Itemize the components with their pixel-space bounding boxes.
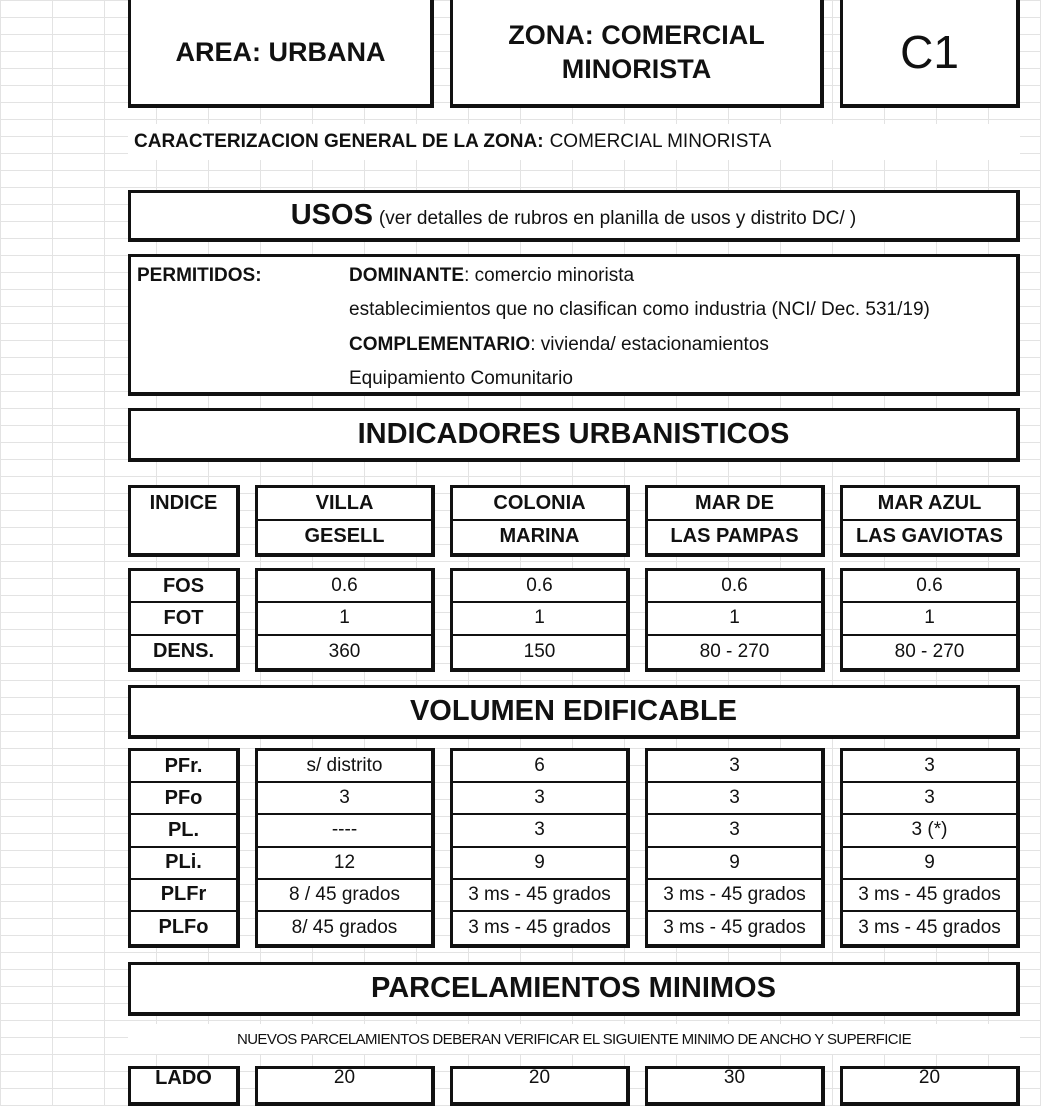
row-label-pl: PL.	[131, 815, 236, 847]
value-cell: 1	[258, 603, 431, 635]
value-cell: 3 ms - 45 grados	[843, 880, 1016, 912]
lado-colonia-marina	[450, 1066, 630, 1106]
value-cell: 8 / 45 grados	[258, 880, 431, 912]
value-cell: 0.6	[648, 571, 821, 603]
zona-box	[450, 0, 824, 108]
zona-line-1: ZONA: COMERCIAL	[508, 19, 765, 50]
value-cell: 3	[648, 751, 821, 783]
row-label-fot: FOT	[131, 603, 236, 635]
value-cell: 12	[258, 848, 431, 880]
column-header-mar-de-las-pampas	[645, 485, 825, 557]
column-header-line-1: MAR AZUL	[843, 488, 1016, 521]
row-label-plfr: PLFr	[131, 880, 236, 912]
lado-label-box	[128, 1066, 240, 1106]
value-cell: 0.6	[258, 571, 431, 603]
value-cell: 0.6	[843, 571, 1016, 603]
value-cell: 1	[843, 603, 1016, 635]
usos-title-box	[128, 190, 1020, 242]
value-cell: 3 ms - 45 grados	[663, 916, 806, 938]
value-cell: 3	[648, 815, 821, 847]
zone-code: C1	[900, 25, 959, 78]
indicadores-col-colonia-marina	[450, 568, 630, 672]
lado-villa-gesell	[255, 1066, 435, 1106]
zona-line-2: MINORISTA	[561, 53, 712, 84]
value-cell: ----	[258, 815, 431, 847]
value-cell: 3 ms - 45 grados	[648, 880, 821, 912]
value-cell: 3 ms - 45 grados	[858, 916, 1001, 938]
uso-line-2: establecimientos que no clasifican como industria (NCI/ Dec. 531/19)	[349, 299, 930, 320]
indicadores-col-villa-gesell	[255, 568, 435, 672]
indicadores-col-mar-de-las-pampas	[645, 568, 825, 672]
value-cell: 20	[333, 1067, 356, 1088]
column-header-line-2: MARINA	[499, 525, 580, 548]
dominante-line	[349, 265, 634, 287]
column-header-colonia-marina	[450, 485, 630, 557]
area-label: AREA: URBANA	[175, 36, 386, 67]
column-header-line-1: MAR DE	[648, 488, 821, 521]
permitidos-box	[128, 254, 1020, 396]
value-cell: 3 ms - 45 grados	[453, 880, 626, 912]
volumen-col-colonia-marina	[450, 748, 630, 948]
parcelamientos-title-box	[128, 962, 1020, 1016]
value-cell: 9	[648, 848, 821, 880]
complementario-value: : vivienda/ estacionamientos	[530, 334, 769, 355]
value-cell: 3	[843, 751, 1016, 783]
value-cell: 80 - 270	[699, 640, 770, 662]
lado-mar-azul-las-gaviotas	[840, 1066, 1020, 1106]
index-header: INDICE	[149, 492, 218, 514]
row-label-pfr: PFr.	[131, 751, 236, 783]
indicadores-title: INDICADORES URBANISTICOS	[357, 418, 790, 450]
value-cell: 8/ 45 grados	[291, 916, 398, 938]
usos-title: USOS	[290, 199, 373, 231]
volumen-row-labels	[128, 748, 240, 948]
value-cell: 3 (*)	[843, 815, 1016, 847]
complementario-label: COMPLEMENTARIO	[349, 334, 531, 355]
dominante-value: : comercio minorista	[464, 265, 635, 286]
volumen-title-box	[128, 685, 1020, 739]
value-cell: 30	[723, 1067, 746, 1088]
column-header-line-1: COLONIA	[453, 488, 626, 521]
value-cell: 150	[523, 640, 556, 662]
caracterizacion-row	[128, 124, 1020, 160]
value-cell: 6	[453, 751, 626, 783]
value-cell: 9	[453, 848, 626, 880]
value-cell: 1	[453, 603, 626, 635]
volumen-col-villa-gesell	[255, 748, 435, 948]
indicadores-col-mar-azul-las-gaviotas	[840, 568, 1020, 672]
complementario-line	[349, 334, 769, 356]
zone-code-box	[840, 0, 1020, 108]
value-cell: 20	[918, 1067, 941, 1088]
value-cell: 80 - 270	[894, 640, 965, 662]
value-cell: 3 ms - 45 grados	[468, 916, 611, 938]
permitidos-label: PERMITIDOS:	[137, 265, 262, 286]
value-cell: 3	[453, 783, 626, 815]
index-header-box	[128, 485, 240, 557]
value-cell: 3	[453, 815, 626, 847]
usos-note: (ver detalles de rubros en planilla de usos y distrito DC/ )	[378, 207, 857, 229]
caracterizacion-label: CARACTERIZACION GENERAL DE LA ZONA:	[134, 131, 544, 152]
value-cell: 0.6	[453, 571, 626, 603]
column-header-line-2: LAS GAVIOTAS	[855, 525, 1004, 548]
parcelamientos-note: NUEVOS PARCELAMIENTOS DEBERAN VERIFICAR EL SIGUIENTE MINIMO DE ANCHO Y SUPERFICIE	[128, 1024, 1020, 1054]
value-cell: 9	[843, 848, 1016, 880]
volumen-title: VOLUMEN EDIFICABLE	[409, 695, 738, 727]
volumen-col-mar-de-las-pampas	[645, 748, 825, 948]
row-label-dens: DENS.	[152, 640, 215, 663]
row-label-lado: LADO	[155, 1067, 212, 1089]
column-header-line-2: GESELL	[304, 525, 385, 548]
row-label-pfo: PFo	[131, 783, 236, 815]
value-cell: 3	[843, 783, 1016, 815]
value-cell: s/ distrito	[258, 751, 431, 783]
row-label-fos: FOS	[131, 571, 236, 603]
uso-line-4: Equipamiento Comunitario	[349, 368, 573, 389]
column-header-line-2: LAS PAMPAS	[670, 525, 799, 548]
column-header-villa-gesell	[255, 485, 435, 557]
column-header-mar-azul-las-gaviotas	[840, 485, 1020, 557]
column-header-line-1: VILLA	[258, 488, 431, 521]
value-cell: 20	[528, 1067, 551, 1088]
value-cell: 3	[258, 783, 431, 815]
indicadores-row-labels	[128, 568, 240, 672]
parcelamientos-title: PARCELAMIENTOS MINIMOS	[371, 972, 776, 1004]
value-cell: 360	[328, 640, 361, 662]
area-box	[128, 0, 434, 108]
indicadores-title-box	[128, 408, 1020, 462]
volumen-col-mar-azul-las-gaviotas	[840, 748, 1020, 948]
caracterizacion-value: COMERCIAL MINORISTA	[549, 131, 772, 152]
lado-mar-de-las-pampas	[645, 1066, 825, 1106]
dominante-label: DOMINANTE	[349, 265, 465, 286]
value-cell: 3	[648, 783, 821, 815]
row-label-pli: PLi.	[131, 848, 236, 880]
row-label-plfo: PLFo	[158, 916, 209, 939]
value-cell: 1	[648, 603, 821, 635]
